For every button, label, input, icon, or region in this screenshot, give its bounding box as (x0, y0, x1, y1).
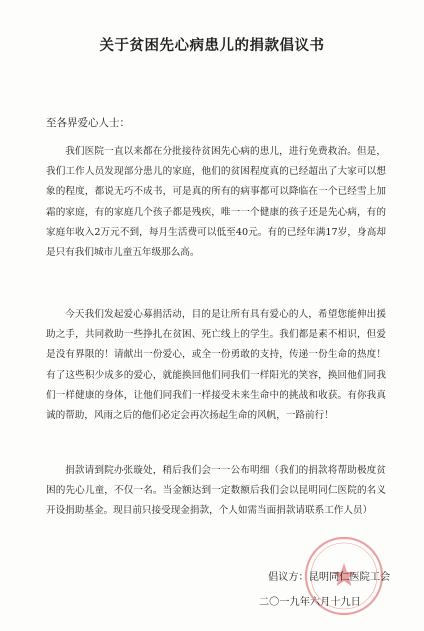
document-title: 关于贫困先心病患儿的捐款倡议书 (99, 37, 325, 54)
body-paragraph-3: 捐款请到院办张璇处，稍后我们会一一公布明细（我们的捐款将帮助极度贫困的先心儿童，不仅一名。当金额达到一定数额后我们会以昆明同仁医院的名义开设捐助基金。现目前只接受现金捐款，个人如需当面捐款请联系工作人员） (46, 465, 386, 517)
body-paragraph-1: 我们医院一直以来都在分批接待贫困先心病的患儿，进行免费救治。但是，我们工作人员发现部分患儿的家庭，他们的贫困程度真的已经超出了大家可以想象的程度，都说无巧不成书，可是真的所有的病事都可以降临在一个已经雪上加霜的家庭，有的家庭几个孩子都是残疾，唯一一个健康的孩子还是先心病，有的家庭年收入2万元不到，每月生活费可以低至40元。有的已经年满17岁，身高却是只有我们城市儿童五年级那么高。 (46, 146, 386, 259)
date-line: 二〇一九年六月十九日 (259, 597, 361, 608)
signature-line: 倡议方：昆明同仁医院工会 (268, 572, 391, 583)
salutation: 至各界爱心人士： (46, 117, 130, 129)
body-paragraph-2: 今天我们发起爱心募捐活动，目的是让所有具有爱心的人，希望您能伸出援助之手，共同救助一些挣扎在贫困、死亡线上的学生。我们都是素不相识，但爱是没有界限的！请献出一份爱心，或全一份勇敢的支持，传递一份生命的热度！有了这些积少成多的爱心，就能换回他们同我们一样阳光的笑容，换回他们同我们一样健康的身体，让他们同我们一样接受未来生命中的挑战和收获。有你我真诚的帮助，风雨之后的他们必定会再次扬起生命的风帆，一路前行！ (46, 309, 386, 422)
